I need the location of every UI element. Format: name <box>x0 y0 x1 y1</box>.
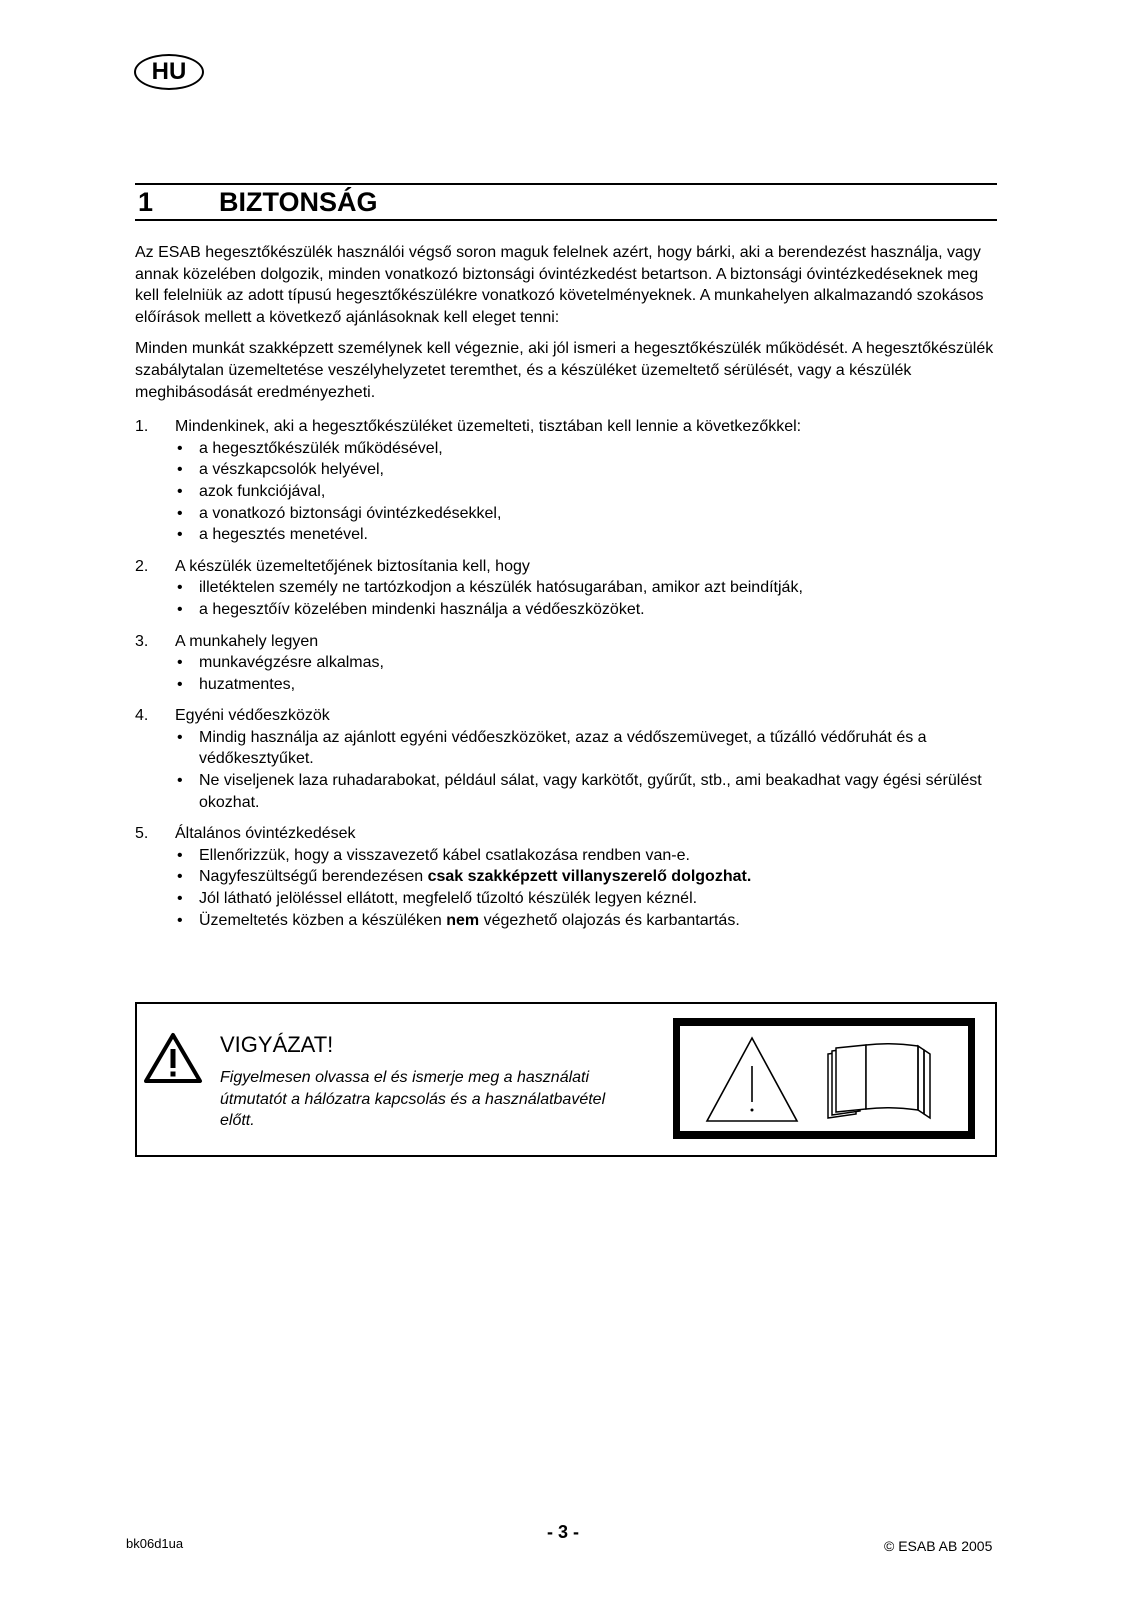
list-item: • Mindig használja az ajánlott egyéni védőeszközöket, azaz a védőszemüveget, a tűzálló védőruhát és a védőkesztyűket. <box>175 727 997 770</box>
section-number: 1 <box>138 186 154 217</box>
warning-triangle-icon <box>143 1032 203 1084</box>
bullet-icon: • <box>177 675 183 693</box>
copyright-notice: © ESAB AB 2005 <box>884 1538 993 1554</box>
bullet-list <box>135 652 997 695</box>
item-number: 5. <box>135 825 149 843</box>
bullet-icon: • <box>177 439 183 457</box>
bullet-icon: • <box>177 728 183 746</box>
bullet-list <box>135 438 997 546</box>
bullet-icon: • <box>177 579 183 597</box>
numbered-item <box>135 823 997 931</box>
section-title: BIZTONSÁG <box>219 186 378 217</box>
numbered-item <box>135 416 997 546</box>
emphasis-text: csak szakképzett villanyszerelő dolgozhat. <box>427 868 752 886</box>
bullet-list <box>135 845 997 931</box>
bullet-icon: • <box>177 868 183 886</box>
item-title: Mindenkinek, aki a hegesztőkészüléket üzemelteti, tisztában kell lennie a következőkkel: <box>175 418 802 436</box>
bullet-list <box>135 577 997 620</box>
list-item: • illetéktelen személy ne tartózkodjon a készülék hatósugarában, amikor azt beindítják, <box>175 577 997 599</box>
numbered-item <box>135 556 997 621</box>
warning-title: VIGYÁZAT! <box>220 1032 334 1057</box>
list-item: • Nagyfeszültségű berendezésen csak szakképzett villanyszerelő dolgozhat. <box>175 866 997 888</box>
item-title: A munkahely legyen <box>175 632 319 650</box>
bullet-icon: • <box>177 600 183 618</box>
manual-book-icon <box>680 1026 968 1131</box>
list-item: • Jól látható jelöléssel ellátott, megfelelő tűzoltó készülék legyen kéznél. <box>175 888 997 910</box>
numbered-item <box>135 705 997 813</box>
safety-content <box>135 242 997 941</box>
item-title: Általános óvintézkedések <box>175 825 356 843</box>
list-item: • a hegesztőkészülék működésével, <box>175 438 997 460</box>
list-item: • azok funkciójával, <box>175 481 997 503</box>
read-manual-sign <box>673 1018 975 1139</box>
list-item: • a vonatkozó biztonsági óvintézkedésekkel, <box>175 503 997 525</box>
list-item: • munkavégzésre alkalmas, <box>175 652 997 674</box>
list-item: • a vészkapcsolók helyével, <box>175 459 997 481</box>
warning-box <box>135 1002 997 1157</box>
bullet-icon: • <box>177 890 183 908</box>
item-number: 4. <box>135 707 149 725</box>
warning-text: Figyelmesen olvassa el és ismerje meg a használati útmutatót a hálózatra kapcsolás és a használatbavétel előtt. <box>220 1069 606 1129</box>
bullet-icon: • <box>177 772 183 790</box>
emphasis-text: nem <box>446 911 480 929</box>
document-code: bk06d1ua <box>126 1536 184 1551</box>
item-title: A készülék üzemeltetőjének biztosítania kell, hogy <box>175 557 530 575</box>
section-heading <box>135 183 997 221</box>
numbered-item <box>135 631 997 696</box>
item-number: 3. <box>135 632 149 650</box>
bullet-icon: • <box>177 504 183 522</box>
page-number: - 3 - <box>547 1522 580 1542</box>
bullet-icon: • <box>177 461 183 479</box>
list-item: • Üzemeltetés közben a készüléken nem végezhető olajozás és karbantartás. <box>175 910 997 932</box>
intro-paragraph: Minden munkát szakképzett személynek kell végeznie, aki jól ismeri a hegesztőkészülék működését. A hegesztőkészülék szabálytalan üzemeltetése veszélyhelyzetet teremthet, és a készüléket üzemeltető sérülését, vagy a készülék meghibásodását eredményezheti. <box>135 340 994 401</box>
bullet-list <box>135 727 997 813</box>
bullet-icon: • <box>177 911 183 929</box>
bullet-icon: • <box>177 846 183 864</box>
intro-paragraph: Az ESAB hegesztőkészülék használói végső soron maguk felelnek azért, hogy bárki, aki a berendezést használja, vagy annak közelében dolgozik, minden vonatkozó biztonsági óvintézkedést betartson. A biztonsági óvintézkedéseknek meg kell felelniük az adott típusú hegesztőkészülékre vonatkozó követelményeknek. A munkahelyen alkalmazandó szokásos előírások mellett a következő ajánlásoknak kell eleget tenni: <box>135 244 984 326</box>
list-item: • a hegesztés menetével. <box>175 524 997 546</box>
list-item: • huzatmentes, <box>175 674 997 696</box>
item-number: 2. <box>135 557 149 575</box>
list-item: • Ne viseljenek laza ruhadarabokat, például sálat, vagy karkötőt, gyűrűt, stb., ami beakadhat vagy égési sérülést okozhat. <box>175 770 997 813</box>
bullet-icon: • <box>177 482 183 500</box>
bullet-icon: • <box>177 526 183 544</box>
list-item: • a hegesztőív közelében mindenki használja a védőeszközöket. <box>175 599 997 621</box>
bullet-icon: • <box>177 654 183 672</box>
item-title: Egyéni védőeszközök <box>175 707 330 725</box>
list-item: • Ellenőrizzük, hogy a visszavezető kábel csatlakozása rendben van-e. <box>175 845 997 867</box>
language-badge: HU <box>134 54 204 90</box>
item-number: 1. <box>135 418 149 436</box>
